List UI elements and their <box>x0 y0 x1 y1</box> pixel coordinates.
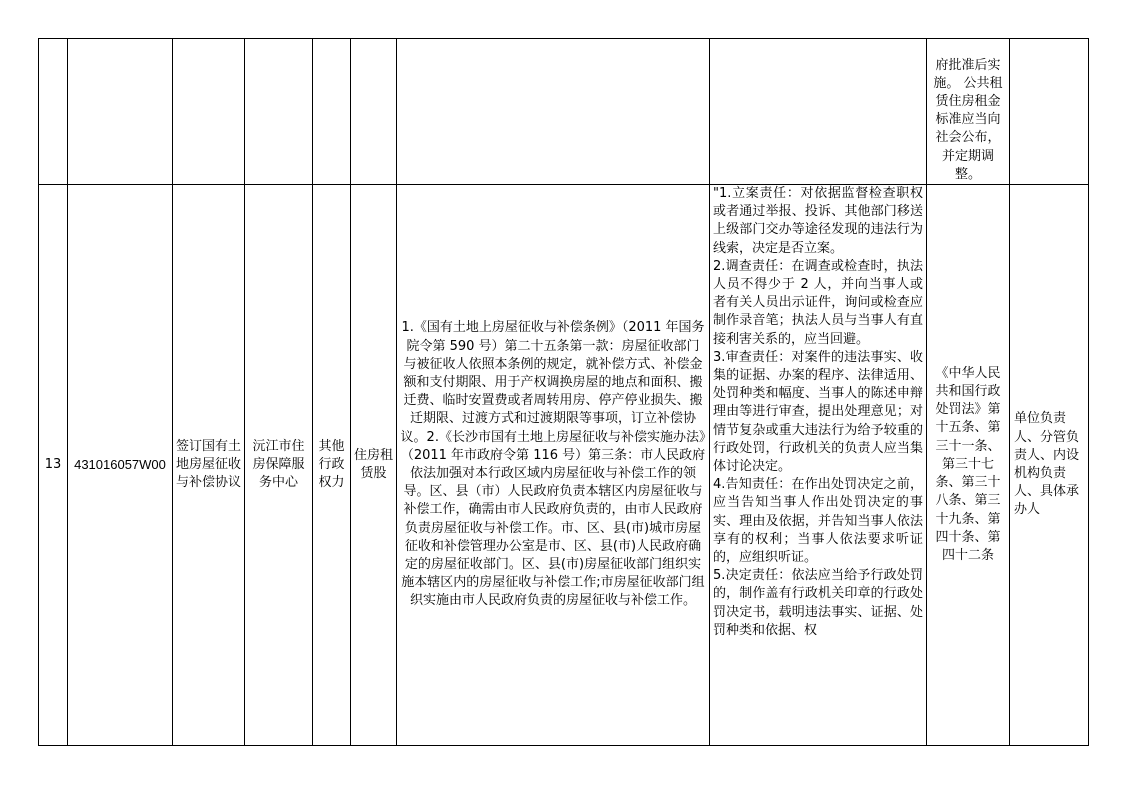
department-cell: 沅江市住房保障服务中心 <box>245 185 313 746</box>
table-row <box>39 185 1089 746</box>
responsible-subject-cell: 单位负责人、分管负责人、内设机构负责人、具体承办人 <box>1010 185 1089 746</box>
prev-duty-cell <box>710 39 927 185</box>
prev-office-cell <box>351 39 397 185</box>
item-name-cell: 签订国有土地房屋征收与补偿协议 <box>173 185 245 746</box>
duty-item-decision: 5.决定责任：依法应当给予行政处罚的，制作盖有行政机关印章的行政处罚决定书，载明违法事实、证据、处罚种类和依据、权 <box>713 568 923 638</box>
duty-cell <box>710 185 927 746</box>
legal-basis-cell: 1.《国有土地上房屋征收与补偿条例》（2011 年国务院令第 590 号）第二十五条第一款：房屋征收部门与被征收人依照本条例的规定，就补偿方式、补偿金额和支付期限、用于产权调换房屋的地点和面积、搬迁费、临时安置费或者周转用房、停产停业损失、搬迁期限、过渡方式和过渡期限等事项，订立补偿协议。2.《长沙市国有土地上房屋征收与补偿实施办法》（2011 年市政府令第 116 号）第三条：市人民政府依法加强对本行政区域内房屋征收与补偿工作的领导。区、县（市）人民政府负责本辖区内房屋征收与补偿工作，确需由市人民政府负责的，由市人民政府负责房屋征收与补偿工作。市、区、县(市)城市房屋征收和补偿管理办公室是市、区、县(市)人民政府确定的房屋征收部门。区、县(市)房屋征收部门组织实施本辖区内的房屋征收与补偿工作;市房屋征收部门组织实施由市人民政府负责的房屋征收与补偿工作。 <box>397 185 710 746</box>
duty-item-investigation: 2.调查责任：在调查或检查时，执法人员不得少于 2 人，并向当事人或者有关人员出示证件，询问或检查应制作录音笔；执法人员与当事人有直接利害关系的，应当回避。 <box>713 258 923 347</box>
duty-item-notification: 4.告知责任：在作出处罚决定之前，应当告知当事人作出处罚决定的事实、理由及依据，并告知当事人依法享有的权利；当事人依法要求听证的，应组织听证。 <box>713 477 923 566</box>
prev-name-cell <box>173 39 245 185</box>
prev-subject-cell <box>1010 39 1089 185</box>
duty-item-filing: "1.立案责任：对依据监督检查职权或者通过举报、投诉、其他部门移送上级部门交办等途径发现的违法行为线索，决定是否立案。 <box>713 186 923 256</box>
power-list-table <box>38 38 1089 746</box>
office-cell: 住房租赁股 <box>351 185 397 746</box>
prev-basis-cell <box>397 39 710 185</box>
seq-cell: 13 <box>39 185 68 746</box>
duty-item-review: 3.审查责任：对案件的违法事实、收集的证据、办案的程序、法律适用、处罚种类和幅度、当事人的陈述申辩理由等进行审查，提出处理意见；对情节复杂或重大违法行为给予较重的行政处罚，行政机关的负责人应当集体讨论决定。 <box>713 349 923 475</box>
prev-dept-cell <box>245 39 313 185</box>
table-row-previous <box>39 39 1089 185</box>
power-type-cell: 其他行政权力 <box>313 185 351 746</box>
prev-type-cell <box>313 39 351 185</box>
code-cell: 431016057W00 <box>68 185 173 746</box>
prev-code-cell <box>68 39 173 185</box>
penalty-basis-cell: 《中华人民共和国行政处罚法》第十五条、第三十一条、第三十七条、第三十八条、第三十九条、第四十条、第四十二条 <box>927 185 1010 746</box>
prev-penalty-cell: 府批准后实施。 公共租赁住房租金标准应当向社会公布，并定期调整。 <box>927 39 1010 185</box>
prev-seq-cell <box>39 39 68 185</box>
